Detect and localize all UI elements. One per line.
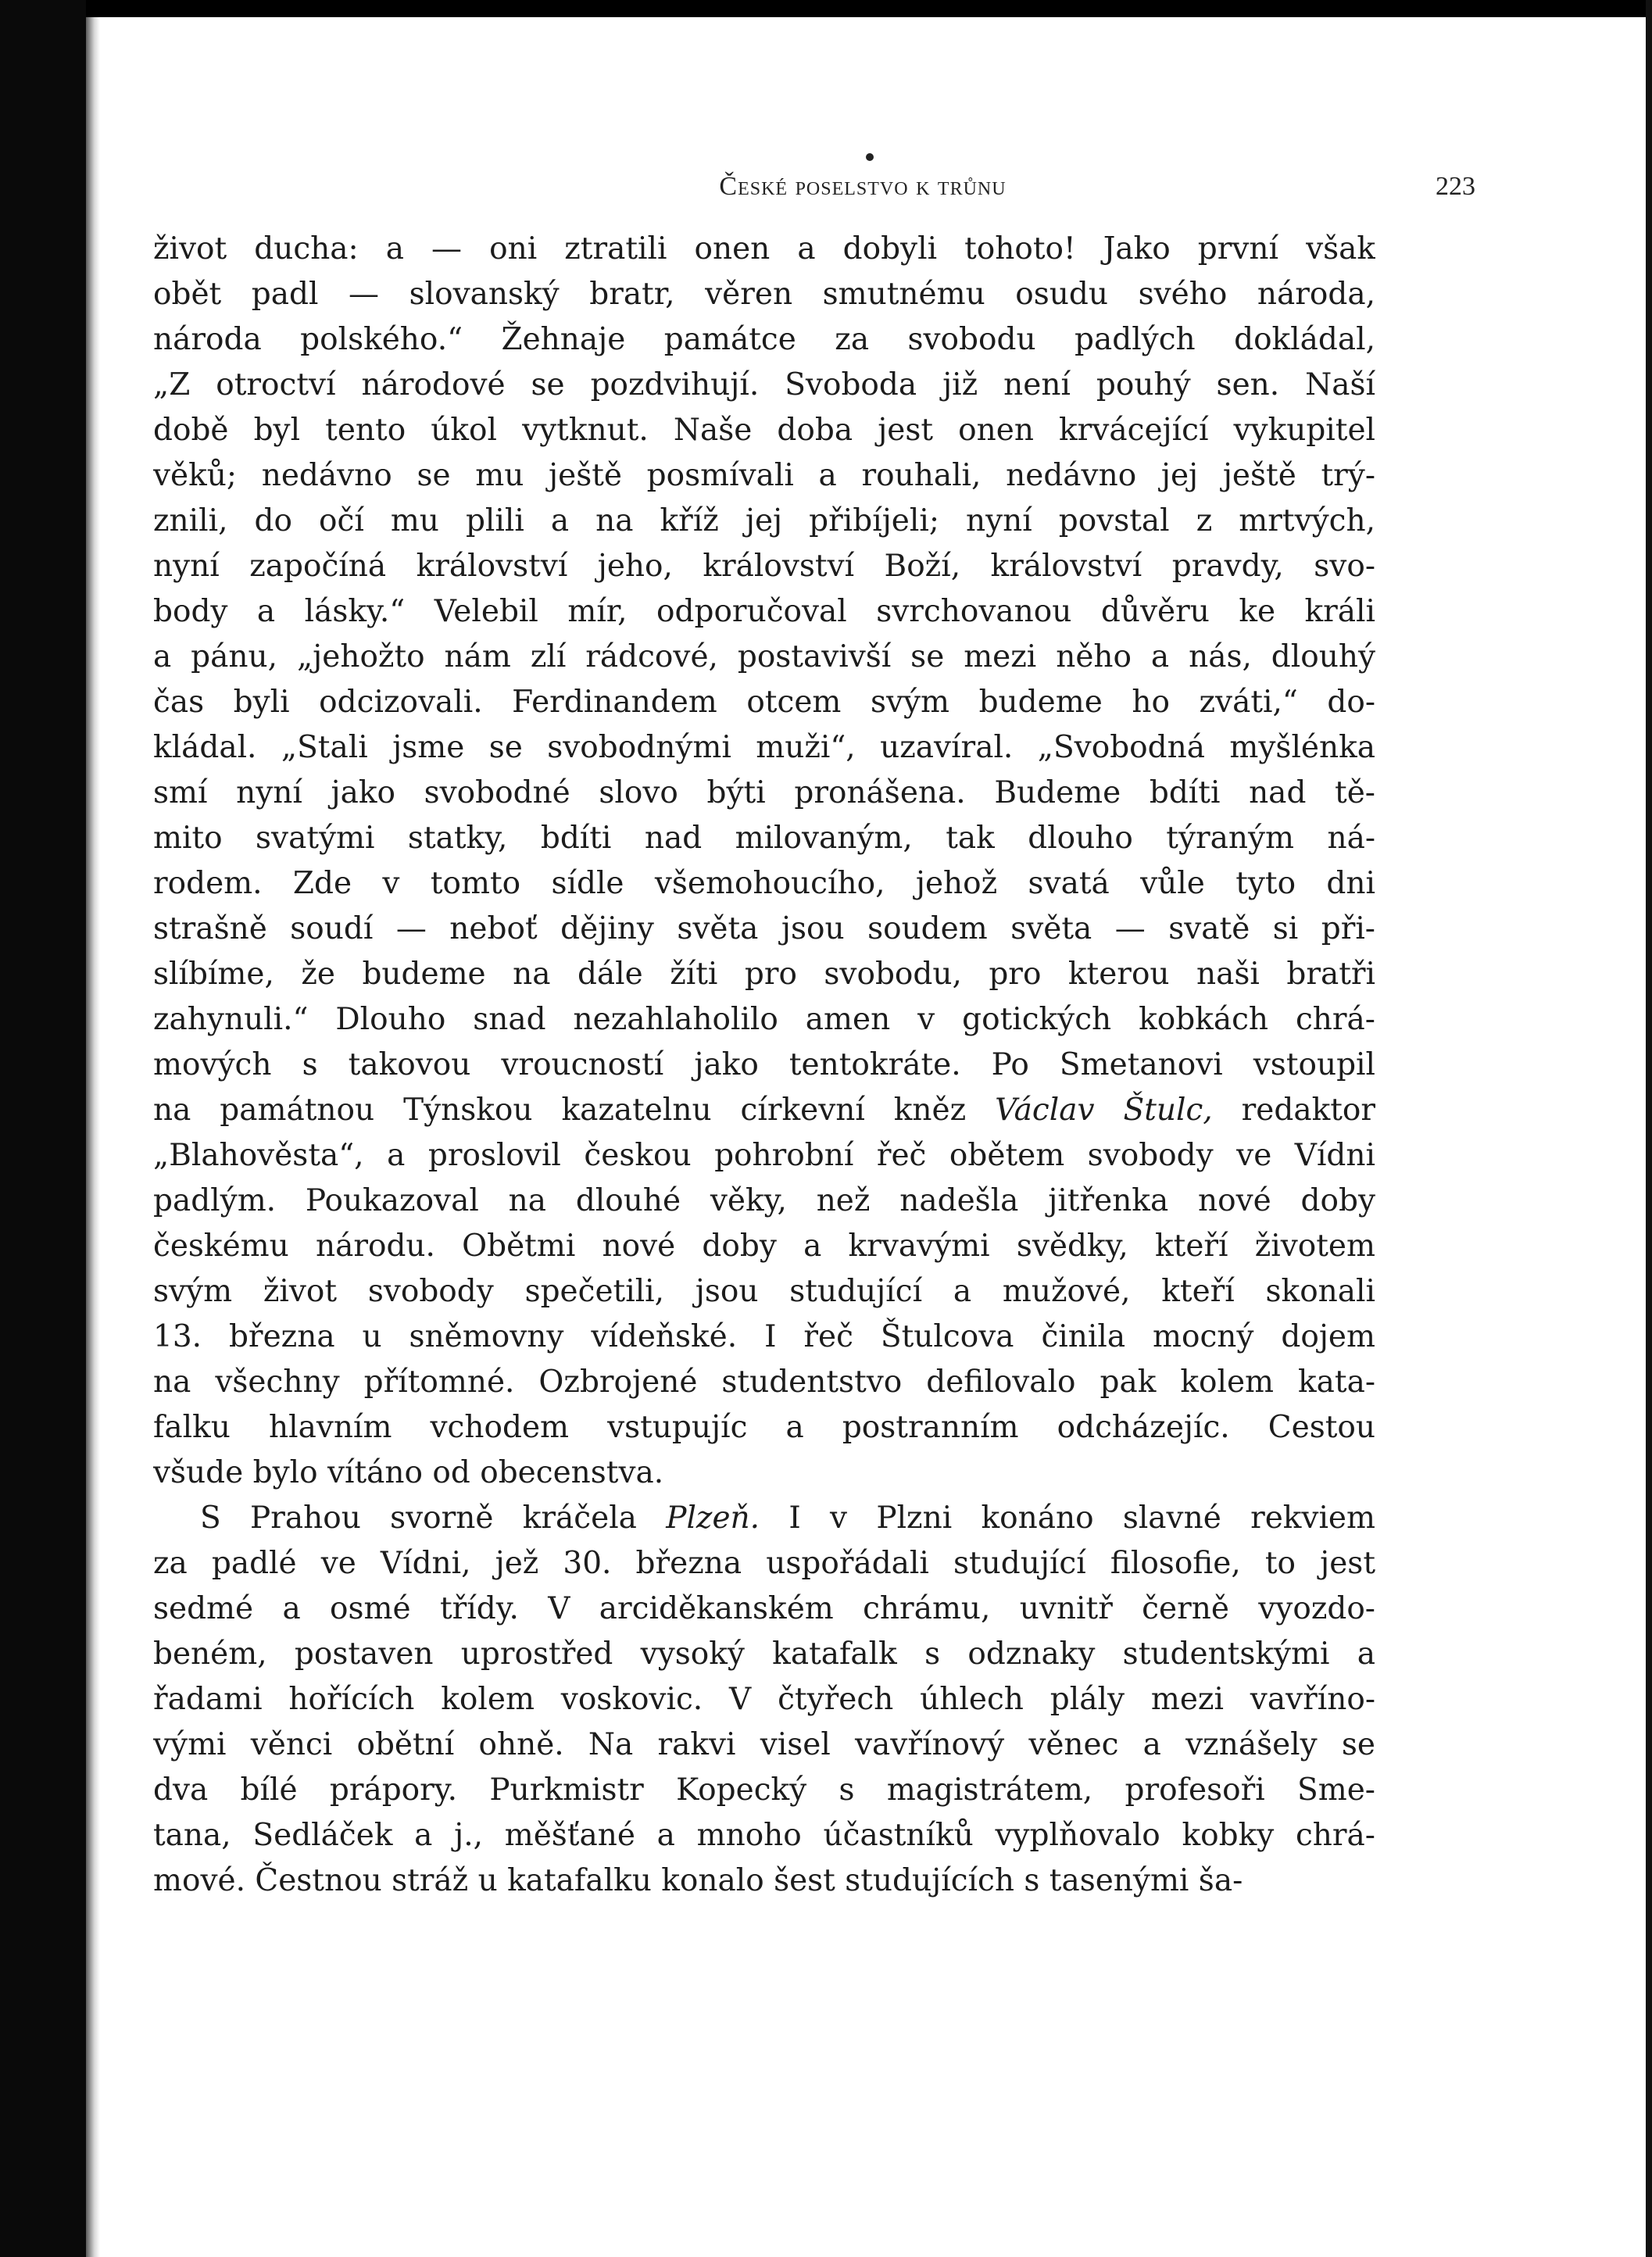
page-number: 223	[1436, 172, 1475, 201]
text-line: sedmé a osmé třídy. V arciděkanském chrámu, uvnitř černě vyozdo-	[153, 1591, 1375, 1626]
text-line: nyní započíná království jeho, království Boží, království pravdy, svo-	[153, 549, 1375, 584]
text-line: na památnou Týnskou kazatelnu církevní kněz Václav Štulc, redaktor	[153, 1093, 1375, 1128]
text-line: českému národu. Obětmi nové doby a krvavými svědky, kteří životem	[153, 1229, 1375, 1264]
running-title: České poselstvo k trůnu	[719, 172, 1007, 201]
text-line: rodem. Zde v tomto sídle všemohoucího, jehož svatá vůle tyto dni	[153, 866, 1375, 901]
page-gutter-shadow	[86, 17, 100, 2257]
text-line: kládal. „Stali jsme se svobodnými muži“, uzavíral. „Svobodná myšlénka	[153, 730, 1375, 765]
text-line: obět padl — slovanský bratr, věren smutnému osudu svého národa,	[153, 277, 1375, 312]
text-line: a pánu, „jehožto nám zlí rádcové, postavivší se mezi něho a nás, dlouhý	[153, 639, 1375, 674]
text-line: 13. března u sněmovny vídeňské. I řeč Štulcova činila mocný dojem	[153, 1319, 1375, 1354]
text-line: mových s takovou vroucností jako tentokráte. Po Smetanovi vstoupil	[153, 1047, 1375, 1082]
text-line: době byl tento úkol vytknut. Naše doba jest onen krvácející vykupitel	[153, 413, 1375, 448]
text-line: národa polského.“ Žehnaje památce za svobodu padlých dokládal,	[153, 322, 1375, 357]
text-line: S Prahou svorně kráčela Plzeň. I v Plzni konáno slavné rekviem	[200, 1500, 1375, 1536]
text-line: beném, postaven uprostřed vysoký katafalk s odznaky studentskými a	[153, 1636, 1375, 1672]
text-line: smí nyní jako svobodné slovo býti pronášena. Budeme bdíti nad tě-	[153, 775, 1375, 810]
text-line: řadami hořících kolem voskovic. V čtyřech úhlech plály mezi vavříno-	[153, 1682, 1375, 1717]
text-line: za padlé ve Vídni, jež 30. března uspořádali studující filosofie, to jest	[153, 1546, 1375, 1581]
text-line: slíbíme, že budeme na dále žíti pro svobodu, pro kterou naši bratři	[153, 957, 1375, 992]
text-line: zahynuli.“ Dlouho snad nezahlaholilo amen v gotických kobkách chrá-	[153, 1002, 1375, 1037]
text-line: vými věnci obětní ohně. Na rakvi visel vavřínový věnec a vznášely se	[153, 1727, 1375, 1762]
italic-name: Plzeň.	[666, 1500, 760, 1536]
text-line: body a lásky.“ Velebil mír, odporučoval svrchovanou důvěru ke králi	[153, 594, 1375, 629]
text-line: život ducha: a — oni ztratili onen a dobyli tohoto! Jako první však	[153, 231, 1375, 266]
text-line: falku hlavním vchodem vstupujíc a postranním odcházejíc. Cestou	[153, 1410, 1375, 1445]
paragraph	[153, 227, 1375, 1496]
text-line: mové. Čestnou stráž u katafalku konalo šest studujících s tasenými ša-	[153, 1863, 1243, 1898]
text-line: tana, Sedláček a j., měšťané a mnoho účastníků vyplňovalo kobky chrá-	[153, 1818, 1375, 1853]
scan-border-left	[0, 0, 86, 2257]
text-line: na všechny přítomné. Ozbrojené studentstvo defilovalo pak kolem kata-	[153, 1365, 1375, 1400]
page-header	[100, 158, 1646, 205]
body-text	[153, 227, 1375, 1904]
text-line: věků; nedávno se mu ještě posmívali a rouhali, nedávno jej ještě trý-	[153, 458, 1375, 493]
scan-border-top	[0, 0, 1652, 17]
text-line: všude bylo vítáno od obecenstva.	[153, 1455, 664, 1490]
scan-border-right	[1646, 0, 1652, 2257]
text-line: čas byli odcizovali. Ferdinandem otcem svým budeme ho zváti,“ do-	[153, 685, 1375, 720]
text-line: strašně soudí — neboť dějiny světa jsou soudem světa — svatě si při-	[153, 911, 1375, 946]
text-line: znili, do očí mu plili a na kříž jej přibíjeli; nyní povstal z mrtvých,	[153, 503, 1375, 538]
text-line: dva bílé prápory. Purkmistr Kopecký s magistrátem, profesoři Sme-	[153, 1772, 1375, 1808]
text-line: svým život svobody spečetili, jsou studující a mužové, kteří skonali	[153, 1274, 1375, 1309]
paragraph	[153, 1496, 1375, 1904]
text-line: „Blahověsta“, a proslovil českou pohrobní řeč obětem svobody ve Vídni	[153, 1138, 1375, 1173]
text-line: mito svatými statky, bdíti nad milovaným, tak dlouho týraným ná-	[153, 821, 1375, 856]
text-line: padlým. Poukazoval na dlouhé věky, než nadešla jitřenka nové doby	[153, 1183, 1375, 1218]
header-ornament-dot	[866, 153, 874, 161]
text-line: „Z otroctví národové se pozdvihují. Svoboda již není pouhý sen. Naší	[153, 367, 1375, 402]
italic-name: Václav Štulc,	[995, 1093, 1213, 1128]
